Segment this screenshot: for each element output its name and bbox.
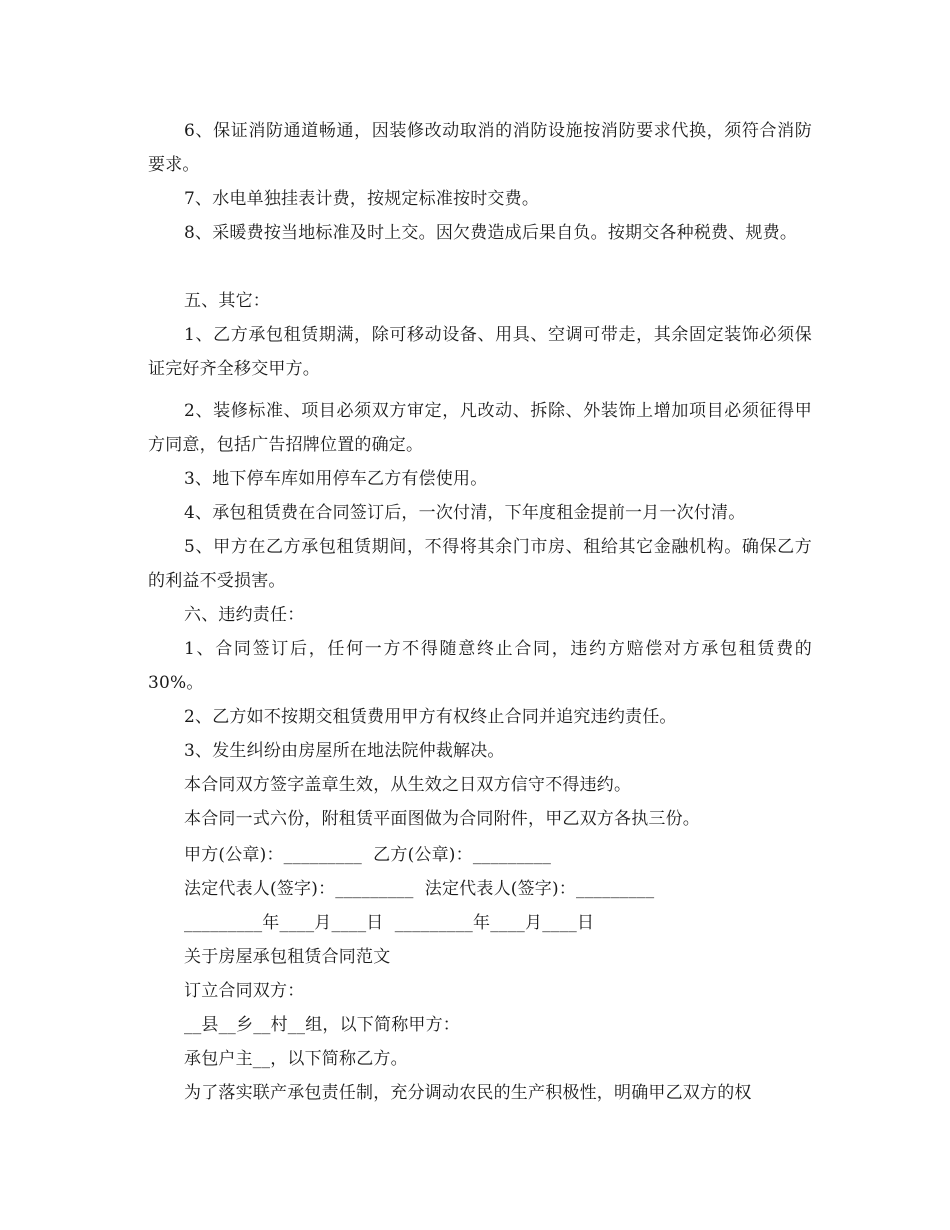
signature-party-line: 甲方(公章)：_________ 乙方(公章)：_________ <box>184 845 552 865</box>
party-a-line: __县__乡__村__组，以下简称甲方： <box>184 1015 460 1035</box>
section-6-heading: 六、违约责任： <box>184 605 305 625</box>
clause-6-fire-safety: 6、保证消防通道畅通，因装修改动取消的消防设施按消防要求代换，须符合消防要求。 <box>148 121 812 175</box>
other-clause-2: 2、装修标准、项目必须双方审定，凡改动、拆除、外装饰上增加项目必须征得甲方同意，包括广告招牌位置的确定。 <box>148 401 812 455</box>
breach-clause-3: 3、发生纠纷由房屋所在地法院仲裁解决。 <box>184 741 505 761</box>
contract-parties-heading: 订立合同双方： <box>184 981 305 1001</box>
breach-clause-1: 1、合同签订后，任何一方不得随意终止合同，违约方赔偿对方承包租赁费的30%。 <box>148 639 812 693</box>
copies-statement: 本合同一式六份，附租赁平面图做为合同附件，甲乙双方各执三份。 <box>184 809 700 829</box>
signature-representative-line: 法定代表人(签字)：_________ 法定代表人(签字)：_________ <box>184 879 655 899</box>
other-clause-4: 4、承包租赁费在合同签订后，一次付清，下年度租金提前一月一次付清。 <box>184 503 746 523</box>
intro-paragraph: 为了落实联产承包责任制，充分调动农民的生产积极性，明确甲乙双方的权 <box>184 1083 752 1103</box>
clause-8-heating: 8、采暖费按当地标准及时上交。因欠费造成后果自负。按期交各种税费、规费。 <box>184 223 798 243</box>
breach-clause-2: 2、乙方如不按期交租赁费用甲方有权终止合同并追究违约责任。 <box>184 707 677 727</box>
second-contract-title: 关于房屋承包租赁合同范文 <box>184 947 391 967</box>
other-clause-1: 1、乙方承包租赁期满，除可移动设备、用具、空调可带走，其余固定装饰必须保证完好齐全移交甲方。 <box>148 325 812 379</box>
other-clause-3: 3、地下停车库如用停车乙方有偿使用。 <box>184 469 488 489</box>
other-clause-5: 5、甲方在乙方承包租赁期间，不得将其余门市房、租给其它金融机构。确保乙方的利益不受损害。 <box>148 537 812 591</box>
clause-7-utilities: 7、水电单独挂表计费，按规定标准按时交费。 <box>184 189 540 209</box>
signature-date-line: _________年____月____日 _________年____月____日 <box>184 913 595 933</box>
section-5-heading: 五、其它： <box>184 291 270 311</box>
effectiveness-statement: 本合同双方签字盖章生效，从生效之日双方信守不得违约。 <box>184 775 632 795</box>
party-b-line: 承包户主__，以下简称乙方。 <box>184 1049 408 1069</box>
